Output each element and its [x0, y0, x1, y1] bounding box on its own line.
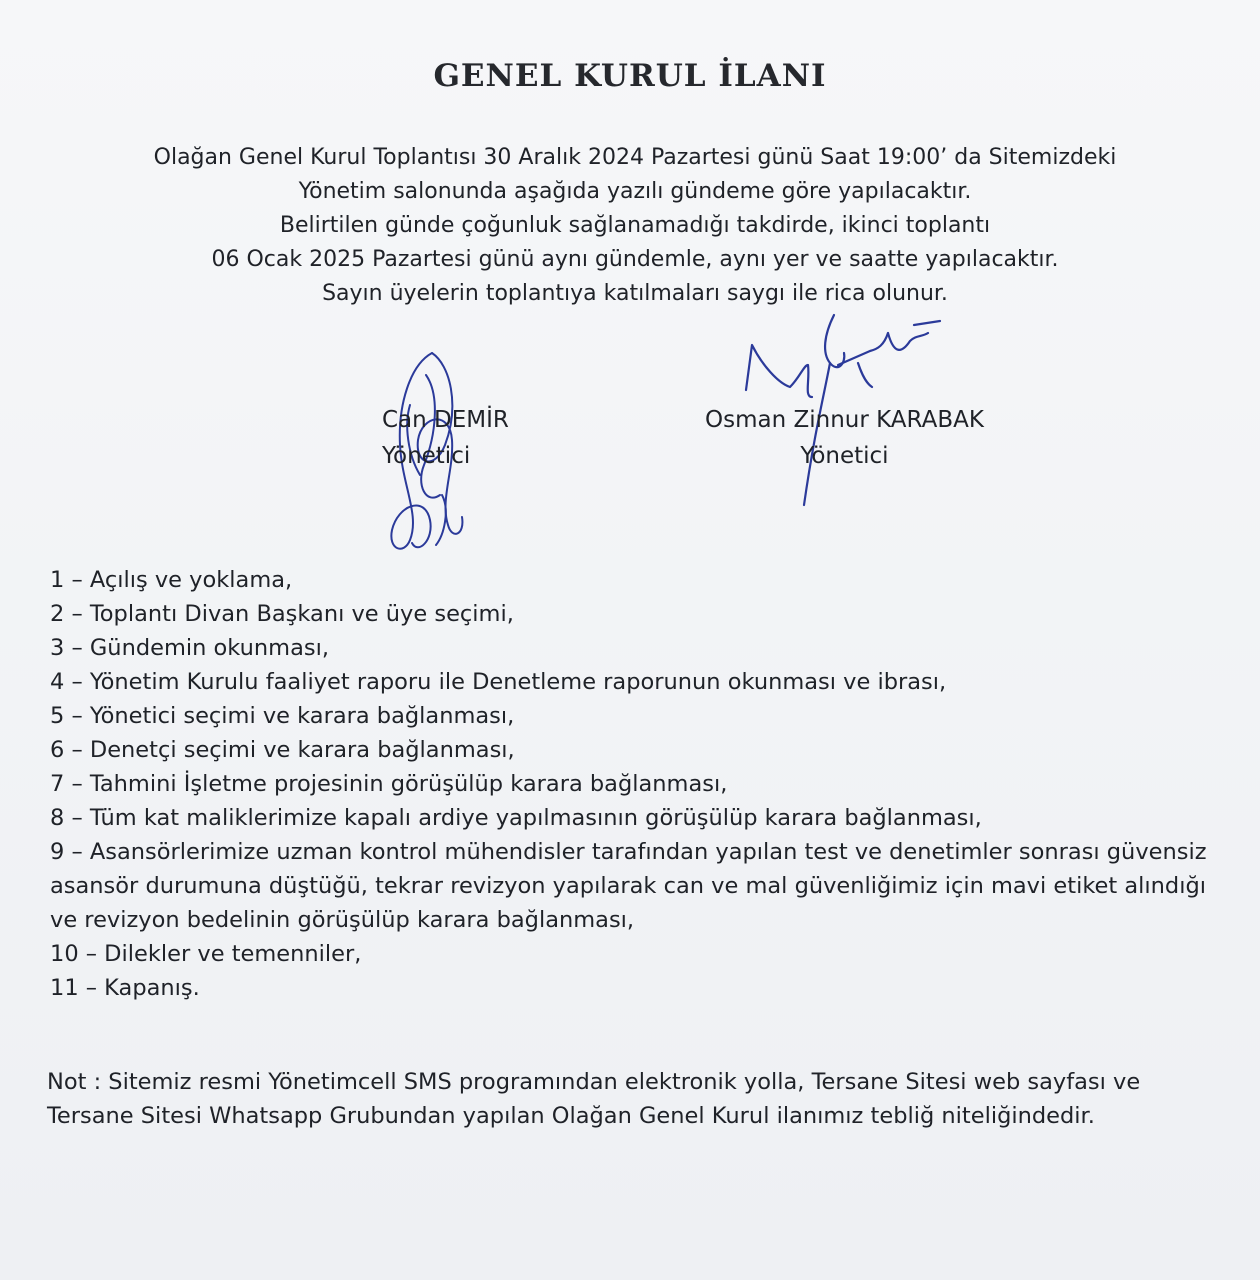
intro-line: Yönetim salonunda aşağıda yazılı gündeme göre yapılacaktır. — [298, 179, 972, 204]
intro-line: Olağan Genel Kurul Toplantısı 30 Aralık 2024 Pazartesi günü Saat 19:00’ da Sitemizdeki — [153, 145, 1117, 170]
intro-line: Belirtilen günde çoğunluk sağlanamadığı takdirde, ikinci toplantı — [279, 213, 991, 238]
footer-note: Not : Sitemiz resmi Yönetimcell SMS programından elektronik yolla, Tersane Sitesi web sayfası ve Tersane Sitesi Whatsapp Grubundan yapılan Olağan Genel Kurul ilanımız tebliğ niteliğindedir. — [47, 1069, 1141, 1129]
document-title: GENEL KURUL İLANI — [433, 58, 827, 94]
agenda-item: 4 – Yönetim Kurulu faaliyet raporu ile Denetleme raporunun okunması ve ibrası, — [50, 669, 947, 695]
agenda-item: 2 – Toplantı Divan Başkanı ve üye seçimi, — [50, 601, 514, 627]
signatory-role: Yönetici — [382, 443, 471, 469]
intro-line: 06 Ocak 2025 Pazartesi günü aynı gündemle, aynı yer ve saatte yapılacaktır. — [211, 247, 1059, 272]
agenda-item: 7 – Tahmini İşletme projesinin görüşülüp karara bağlanması, — [50, 771, 728, 797]
agenda-item: 6 – Denetçi seçimi ve karara bağlanması, — [50, 737, 515, 763]
signatory-name: Osman Zinnur KARABAK — [705, 407, 984, 433]
signatory-name: Can DEMİR — [382, 407, 509, 433]
agenda-list — [50, 563, 1220, 1005]
agenda-item: 8 – Tüm kat maliklerimize kapalı ardiye yapılmasının görüşülüp karara bağlanması, — [50, 805, 982, 831]
agenda-item: 11 – Kapanış. — [50, 975, 200, 1001]
intro-paragraph — [60, 141, 1210, 311]
signatory-role: Yönetici — [800, 443, 889, 469]
intro-line: Sayın üyelerin toplantıya katılmaları saygı ile rica olunur. — [322, 281, 948, 306]
agenda-item: 3 – Gündemin okunması, — [50, 635, 329, 661]
agenda-item: 5 – Yönetici seçimi ve karara bağlanması, — [50, 703, 515, 729]
agenda-item: 10 – Dilekler ve temenniler, — [50, 941, 362, 967]
agenda-item: 1 – Açılış ve yoklama, — [50, 567, 293, 593]
signatory-right — [705, 402, 984, 474]
agenda-item: 9 – Asansörlerimize uzman kontrol mühendisler tarafından yapılan test ve denetimler sonrası güvensiz asansör durumuna düştüğü, tekrar revizyon yapılarak can ve mal güvenliğimiz için mavi etiket alındığı ve revizyon bedelinin görüşülüp karara bağlanması, — [50, 839, 1207, 933]
signatory-left — [382, 402, 509, 474]
